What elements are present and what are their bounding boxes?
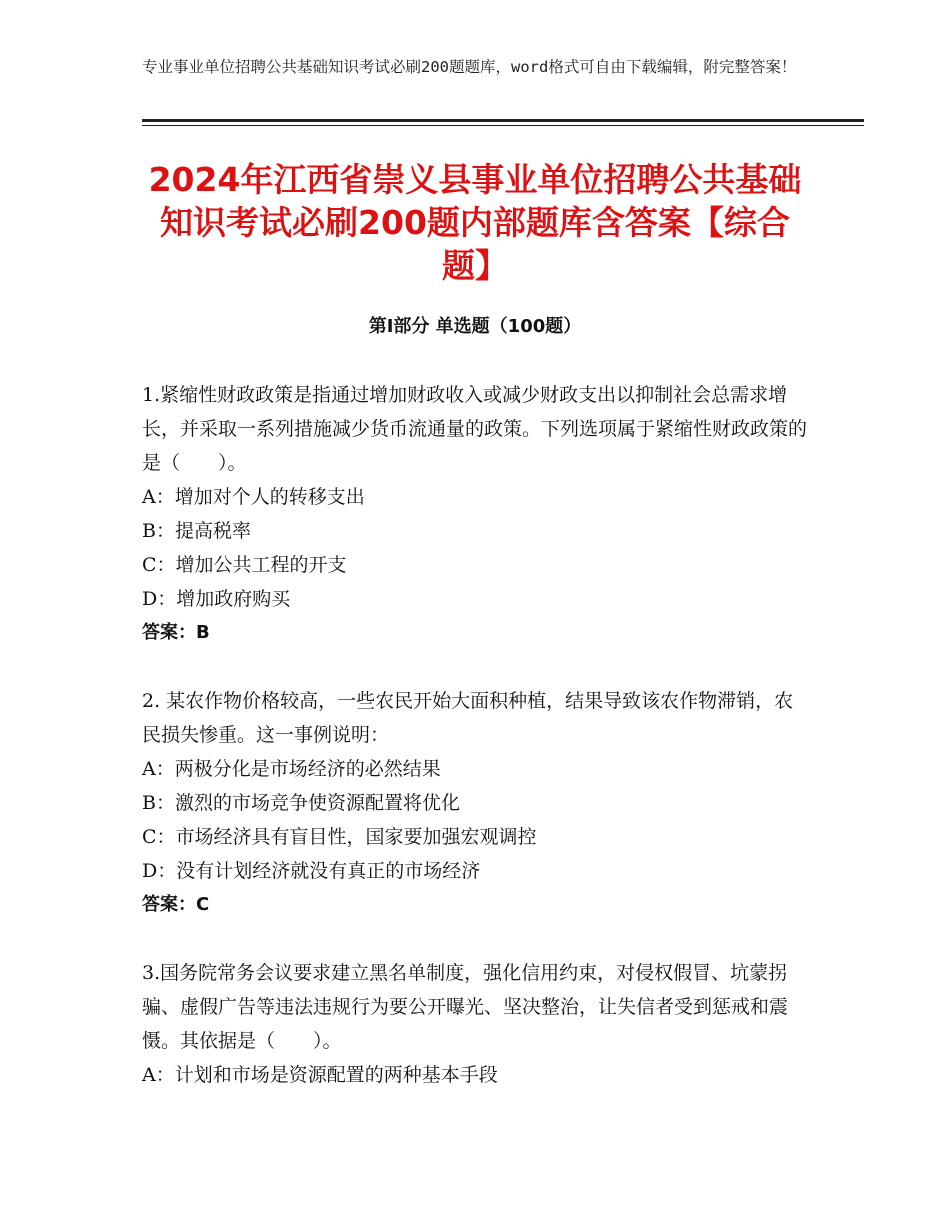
option-d: D：增加政府购买 [142,588,291,610]
header-divider-thin [142,125,864,126]
section-heading: 第Ⅰ部分 单选题（100题） [368,316,582,337]
header-divider-thick [142,119,864,122]
answer: 答案：C [142,894,210,915]
answer: 答案：B [142,622,210,643]
question-2 [142,684,808,922]
option-c: C：市场经济具有盲目性，国家要加强宏观调控 [142,826,537,848]
question-stem: 1.紧缩性财政政策是指通过增加财政收入或减少财政支出以抑制社会总需求增长，并采取一系列措施减少货币流通量的政策。下列选项属于紧缩性财政政策的是（ ）。 [142,384,808,474]
option-b: B：激烈的市场竞争使资源配置将优化 [142,792,460,814]
option-a: A：增加对个人的转移支出 [142,486,365,508]
header-note: 专业事业单位招聘公共基础知识考试必刷200题题库，word格式可自由下载编辑，附完整答案！ [142,58,797,76]
question-list [142,378,808,1126]
question-1 [142,378,808,650]
option-b: B：提高税率 [142,520,251,542]
document-title: 2024年江西省崇义县事业单位招聘公共基础知识考试必刷200题内部题库含答案【综合题】 [148,160,802,285]
option-c: C：增加公共工程的开支 [142,554,347,576]
question-3 [142,956,808,1092]
question-stem: 2. 某农作物价格较高，一些农民开始大面积种植，结果导致该农作物滞销，农民损失惨重。这一事例说明： [142,690,794,746]
option-a: A：两极分化是市场经济的必然结果 [142,758,441,780]
option-d: D：没有计划经济就没有真正的市场经济 [142,860,481,882]
question-stem: 3.国务院常务会议要求建立黑名单制度，强化信用约束，对侵权假冒、坑蒙拐骗、虚假广告等违法违规行为要公开曝光、坚决整治，让失信者受到惩戒和震慑。其依据是（ ）。 [142,962,789,1052]
option-a: A：计划和市场是资源配置的两种基本手段 [142,1064,498,1086]
